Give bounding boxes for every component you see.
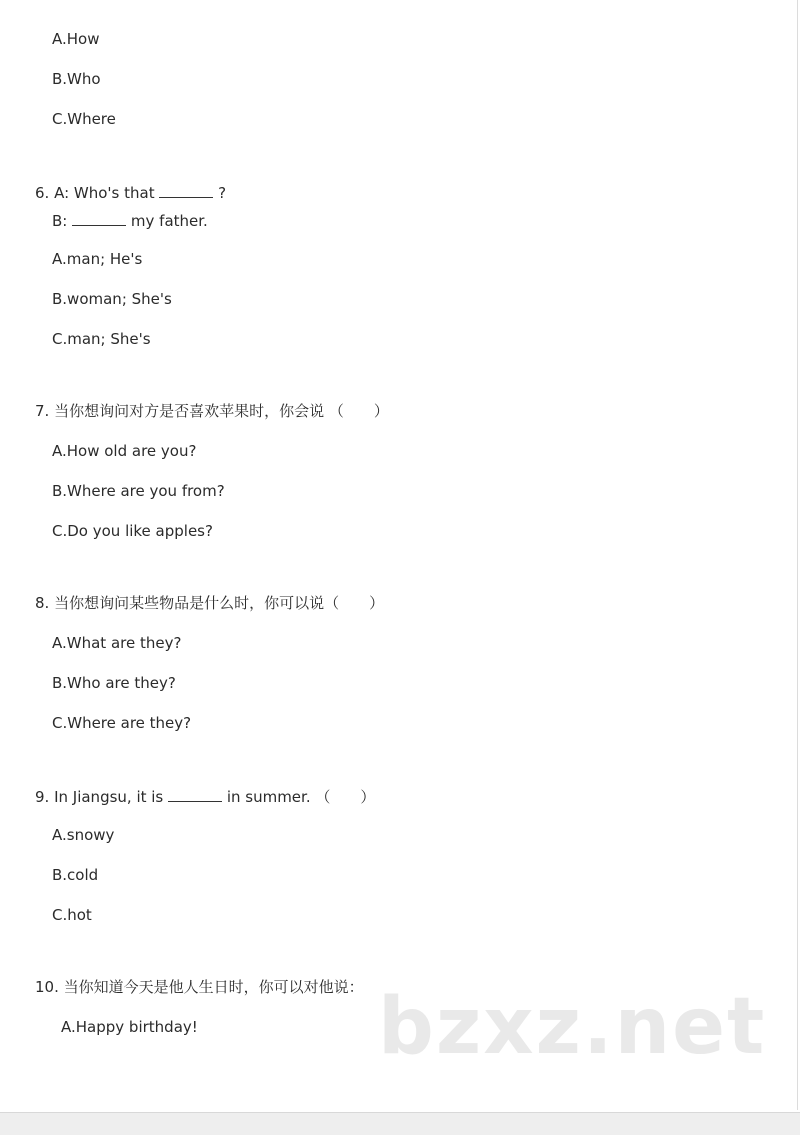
- q6-stem-text-2: my father.: [130, 212, 208, 230]
- q7-stem: 7. 当你想询问对方是否喜欢苹果时，你会说 （ ）: [35, 402, 389, 420]
- q9-blank: [168, 785, 222, 802]
- q6-stem-question-mark: ?: [218, 184, 227, 202]
- q6-stem-text: 6. A: Who's that: [35, 184, 155, 202]
- watermark-logo: bzxz.net: [378, 982, 767, 1072]
- q6-option-c: C.man; She's: [52, 330, 151, 348]
- q6-stem-line2: [52, 209, 208, 229]
- q8-option-c: C.Where are they?: [52, 714, 192, 732]
- q8-option-a: A.What are they?: [52, 634, 182, 652]
- q6-speaker-b: B:: [52, 212, 68, 230]
- q7-option-c: C.Do you like apples?: [52, 522, 213, 540]
- q5-option-b: B.Who: [52, 70, 101, 88]
- q9-option-a: A.snowy: [52, 826, 115, 844]
- viewer-bottom-bar: [0, 1112, 800, 1135]
- q6-option-b: B.woman; She's: [52, 290, 172, 308]
- q9-stem-text: 9. In Jiangsu, it is: [35, 788, 164, 806]
- q6-stem-line1: [35, 181, 226, 201]
- q6-blank-2: [72, 209, 126, 226]
- q6-option-a: A.man; He's: [52, 250, 143, 268]
- q5-option-c: C.Where: [52, 110, 116, 128]
- q10-option-a: A.Happy birthday!: [61, 1018, 198, 1036]
- q9-option-b: B.cold: [52, 866, 99, 884]
- q5-option-a: A.How: [52, 30, 100, 48]
- q7-option-b: B.Where are you from?: [52, 482, 225, 500]
- q9-stem: [35, 785, 375, 805]
- q6-blank-1: [159, 181, 213, 198]
- q8-option-b: B.Who are they?: [52, 674, 176, 692]
- q7-option-a: A.How old are you?: [52, 442, 197, 460]
- q9-option-c: C.hot: [52, 906, 92, 924]
- q8-stem: 8. 当你想询问某些物品是什么时，你可以说（ ）: [35, 594, 385, 612]
- q10-stem: 10. 当你知道今天是他人生日时，你可以对他说：: [35, 978, 364, 996]
- q9-stem-text-2: in summer. （ ）: [226, 788, 376, 806]
